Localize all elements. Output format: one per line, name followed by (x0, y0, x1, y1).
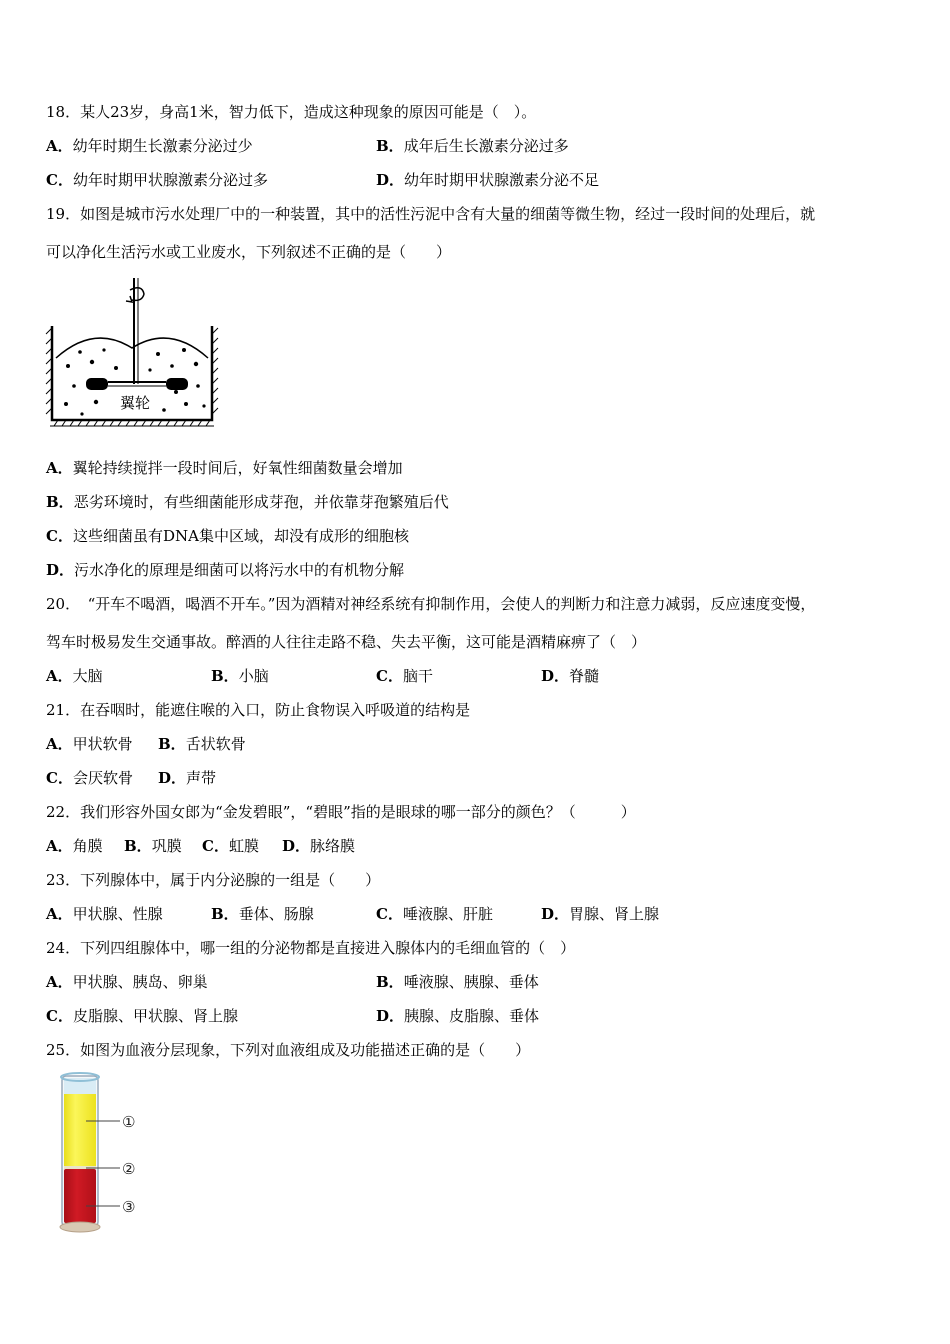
q19-option-b-text: 恶劣环境时，有些细菌能形成芽孢，并依靠芽孢繁殖后代 (73, 493, 449, 511)
q24-option-d-label: D． (376, 1007, 405, 1025)
q18-option-c-text: 幼年时期甲状腺激素分泌过多 (72, 171, 268, 189)
q22-option-d-label: D． (282, 837, 311, 855)
q23-option-a-text: 甲状腺、性腺 (72, 905, 163, 923)
q20-stem-line2: 驾车时极易发生交通事故。醉酒的人往往走路不稳、失去平衡，这可能是酒精麻痹了（ ） (46, 633, 647, 651)
q19-option-b[interactable] (46, 492, 449, 512)
q21-option-a[interactable] (46, 734, 133, 754)
red-cell-layer (64, 1169, 96, 1223)
q18-option-d-text: 幼年时期甲状腺激素分泌不足 (404, 171, 600, 189)
blood-tube-figure (56, 1072, 156, 1234)
q20-option-c-label: C． (376, 667, 403, 685)
impeller-blade-right (166, 378, 188, 390)
q20-option-d[interactable] (541, 666, 599, 686)
q20-option-a[interactable] (46, 666, 103, 686)
q19-option-a[interactable] (46, 458, 403, 478)
q22-option-d[interactable] (282, 836, 355, 856)
q22-option-d-text: 脉络膜 (310, 837, 356, 855)
q22-option-b-label: B． (124, 837, 152, 855)
q18-option-b-text: 成年后生长激素分泌过多 (403, 137, 569, 155)
q20-option-b-text: 小脑 (238, 667, 269, 685)
q20-option-b-label: B． (211, 667, 239, 685)
q20-option-a-label: A． (46, 667, 73, 685)
sewage-tank-figure (46, 274, 218, 430)
q23-option-c-label: C． (376, 905, 403, 923)
q24-option-a-text: 甲状腺、胰岛、卵巢 (72, 973, 208, 991)
q19-stem-line2: 可以净化生活污水或工业废水，下列叙述不正确的是（ ） (46, 243, 452, 261)
q19-option-d-text: 污水净化的原理是细菌可以将污水中的有机物分解 (74, 561, 405, 579)
q24-option-b-label: B． (376, 973, 404, 991)
label-1: ① (122, 1113, 136, 1131)
q23-option-c[interactable] (376, 904, 493, 924)
tube-base (60, 1222, 100, 1232)
q22-option-c-label: C． (202, 837, 229, 855)
q19-option-a-text: 翼轮持续搅拌一段时间后，好氧性细菌数量会增加 (72, 459, 403, 477)
q22-option-c-text: 虹膜 (228, 837, 259, 855)
q22-option-a[interactable] (46, 836, 103, 856)
q24-option-c-text: 皮脂腺、甲状腺、肾上腺 (72, 1007, 238, 1025)
q18-option-c[interactable] (46, 170, 268, 190)
q21-option-d-text: 声带 (186, 769, 217, 787)
rotation-arrow-icon (130, 288, 144, 301)
q23-stem: 23．下列腺体中，属于内分泌腺的一组是（ ） (46, 871, 381, 889)
q19-option-a-label: A． (46, 459, 73, 477)
q25-stem: 25．如图为血液分层现象，下列对血液组成及功能描述正确的是（ ） (46, 1041, 531, 1059)
q23-option-a-label: A． (46, 905, 73, 923)
q24-option-a-label: A． (46, 973, 73, 991)
q23-option-d[interactable] (541, 904, 659, 924)
q21-option-b-text: 舌状软骨 (185, 735, 246, 753)
q21-option-d[interactable] (158, 768, 216, 788)
q22-stem: 22．我们形容外国女郎为“金发碧眼”，“碧眼”指的是眼球的哪一部分的颜色？（ ） (46, 803, 636, 821)
q18-stem: 18．某人23岁，身高1米，智力低下，造成这种现象的原因可能是（ ）。 (46, 103, 537, 121)
q24-option-d-text: 胰腺、皮脂腺、垂体 (404, 1007, 540, 1025)
q23-option-d-label: D． (541, 905, 570, 923)
q24-option-c[interactable] (46, 1006, 238, 1026)
q23-option-b[interactable] (211, 904, 314, 924)
q18-option-c-label: C． (46, 171, 73, 189)
label-2: ② (122, 1160, 136, 1178)
q20-option-c[interactable] (376, 666, 433, 686)
q23-option-d-text: 胃腺、肾上腺 (569, 905, 660, 923)
q19-option-c-text: 这些细菌虽有DNA集中区域，却没有成形的细胞核 (72, 527, 409, 545)
q23-option-c-text: 唾液腺、肝脏 (402, 905, 493, 923)
q23-option-a[interactable] (46, 904, 163, 924)
plasma-layer (64, 1094, 96, 1166)
q19-option-c-label: C． (46, 527, 73, 545)
q20-option-d-label: D． (541, 667, 570, 685)
q18-option-a[interactable] (46, 136, 253, 156)
impeller-blade-left (86, 378, 108, 390)
q19-stem-line1: 19．如图是城市污水处理厂中的一种装置，其中的活性污泥中含有大量的细菌等微生物，经过一段时间的处理后，就 (46, 205, 816, 223)
q20-option-d-text: 脊髓 (569, 667, 600, 685)
q18-option-a-label: A． (46, 137, 73, 155)
q23-option-b-text: 垂体、肠腺 (238, 905, 314, 923)
q21-option-d-label: D． (158, 769, 187, 787)
q21-option-c[interactable] (46, 768, 133, 788)
q21-option-c-text: 会厌软骨 (72, 769, 133, 787)
q20-option-a-text: 大脑 (72, 667, 103, 685)
q18-option-d[interactable] (376, 170, 599, 190)
q19-option-c[interactable] (46, 526, 409, 546)
q21-option-a-label: A． (46, 735, 73, 753)
q24-option-b[interactable] (376, 972, 539, 992)
q22-option-b[interactable] (124, 836, 182, 856)
q22-option-a-text: 角膜 (72, 837, 103, 855)
q24-option-c-label: C． (46, 1007, 73, 1025)
q21-option-a-text: 甲状软骨 (72, 735, 133, 753)
q20-option-c-text: 脑干 (402, 667, 433, 685)
q19-option-b-label: B． (46, 493, 74, 511)
q19-option-d[interactable] (46, 560, 404, 580)
q20-stem-line1: 20． “开车不喝酒，喝酒不开车。”因为酒精对神经系统有抑制作用，会使人的判断力和注意力减弱，反应速度变慢， (46, 595, 816, 613)
q18-option-b-label: B． (376, 137, 404, 155)
q24-option-a[interactable] (46, 972, 208, 992)
q21-stem: 21．在吞咽时，能遮住喉的入口，防止食物误入呼吸道的结构是 (46, 701, 471, 719)
q24-stem: 24．下列四组腺体中，哪一组的分泌物都是直接进入腺体内的毛细血管的（ ） (46, 939, 576, 957)
q18-option-a-text: 幼年时期生长激素分泌过少 (72, 137, 253, 155)
impeller-label: 翼轮 (120, 394, 151, 412)
q21-option-c-label: C． (46, 769, 73, 787)
q21-option-b[interactable] (158, 734, 246, 754)
q24-option-b-text: 唾液腺、胰腺、垂体 (403, 973, 539, 991)
q18-option-d-label: D． (376, 171, 405, 189)
q18-option-b[interactable] (376, 136, 569, 156)
q22-option-c[interactable] (202, 836, 259, 856)
q21-option-b-label: B． (158, 735, 186, 753)
water-surface (56, 338, 208, 358)
q23-option-b-label: B． (211, 905, 239, 923)
q24-option-d[interactable] (376, 1006, 539, 1026)
label-3: ③ (122, 1198, 136, 1216)
q19-option-d-label: D． (46, 561, 75, 579)
q20-option-b[interactable] (211, 666, 269, 686)
q22-option-a-label: A． (46, 837, 73, 855)
q22-option-b-text: 巩膜 (151, 837, 182, 855)
